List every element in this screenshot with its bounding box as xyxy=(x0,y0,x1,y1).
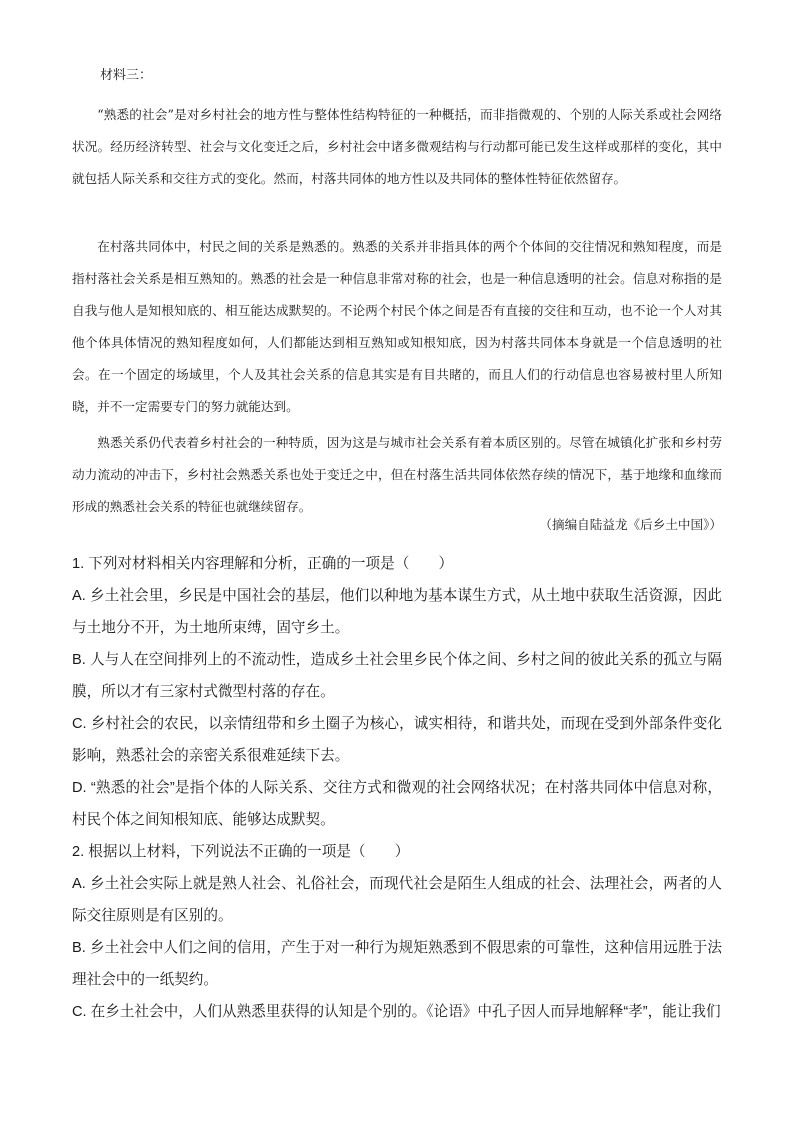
question-1-option-c: C. 乡村社会的农民，以亲情纽带和乡土圈子为核心，诚实相待，和谐共处，而现在受到外部条件变化影响，熟悉社会的亲密关系很难延续下去。 xyxy=(72,716,722,764)
question-2-option-c: C. 在乡土社会中，人们从熟悉里获得的认知是个别的。《论语》中孔子因人而异地解释“孝”，能让我们 xyxy=(72,1004,721,1020)
question-2-option-b: B. 乡土社会中人们之间的信用，产生于对一种行为规矩熟悉到不假思索的可靠性，这种信用远胜于法理社会中的一纸契约。 xyxy=(72,940,722,988)
material-heading: 材料三： xyxy=(100,68,153,83)
passage-paragraph-1: “熟悉的社会”是对乡村社会的地方性与整体性结构特征的一种概括，而非指微观的、个别的人际关系或社会网络状况。经历经济转型、社会与文化变迁之后，乡村社会中诸多微观结构与行动都可能已发生这样或那样的变化，其中就包括人际关系和交往方式的变化。然而，村落共同体的地方性以及共同体的整体性特征依然留存。 xyxy=(72,107,722,186)
question-1-option-a: A. 乡土社会里，乡民是中国社会的基层，他们以种地为基本谋生方式，从土地中获取生活资源，因此与土地分不开，为土地所束缚，固守乡土。 xyxy=(72,588,722,636)
question-2-stem: 2. 根据以上材料，下列说法不正确的一项是（ ） xyxy=(72,844,410,860)
question-1-option-b: B. 人与人在空间排列上的不流动性，造成乡土社会里乡民个体之间、乡村之间的彼此关系的孤立与隔膜，所以才有三家村式微型村落的存在。 xyxy=(72,652,722,700)
passage-paragraph-2: 在村落共同体中，村民之间的关系是熟悉的。熟悉的关系并非指具体的两个个体间的交往情况和熟知程度，而是指村落社会关系是相互熟知的。熟悉的社会是一种信息非常对称的社会，也是一种信息透明的社会。信息对称指的是自我与他人是知根知底的、相互能达成默契的。不论两个村民个体之间是否有直接的交往和互动，也不论一个人对其他个体具体情况的熟知程度如何，人们都能达到相互熟知或知根知底，因为村落共同体本身就是一个信息透明的社会。在一个固定的场域里，个人及其社会关系的信息其实是有目共睹的，而且人们的行动信息也容易被村里人所知晓，并不一定需要专门的努力就能达到。 xyxy=(72,239,722,414)
question-1-option-d: D. “熟悉的社会”是指个体的人际关系、交往方式和微观的社会网络状况；在村落共同体中信息对称，村民个体之间知根知底、能够达成默契。 xyxy=(72,780,722,828)
question-2-option-a: A. 乡土社会实际上就是熟人社会、礼俗社会，而现代社会是陌生人组成的社会、法理社会，两者的人际交往原则是有区别的。 xyxy=(72,876,722,924)
question-1-stem: 1. 下列对材料相关内容理解和分析，正确的一项是（ ） xyxy=(72,556,454,572)
passage-source: （摘编自陆益龙《后乡土中国》） xyxy=(539,517,722,532)
passage-paragraph-3: 熟悉关系仍代表着乡村社会的一种特质，因为这是与城市社会关系有着本质区别的。尽管在城镇化扩张和乡村劳动力流动的冲击下，乡村社会熟悉关系也处于变迁之中，但在村落生活共同体依然存续的情况下，基于地缘和血缘而形成的熟悉社会关系的特征也就继续留存。 xyxy=(72,435,722,514)
